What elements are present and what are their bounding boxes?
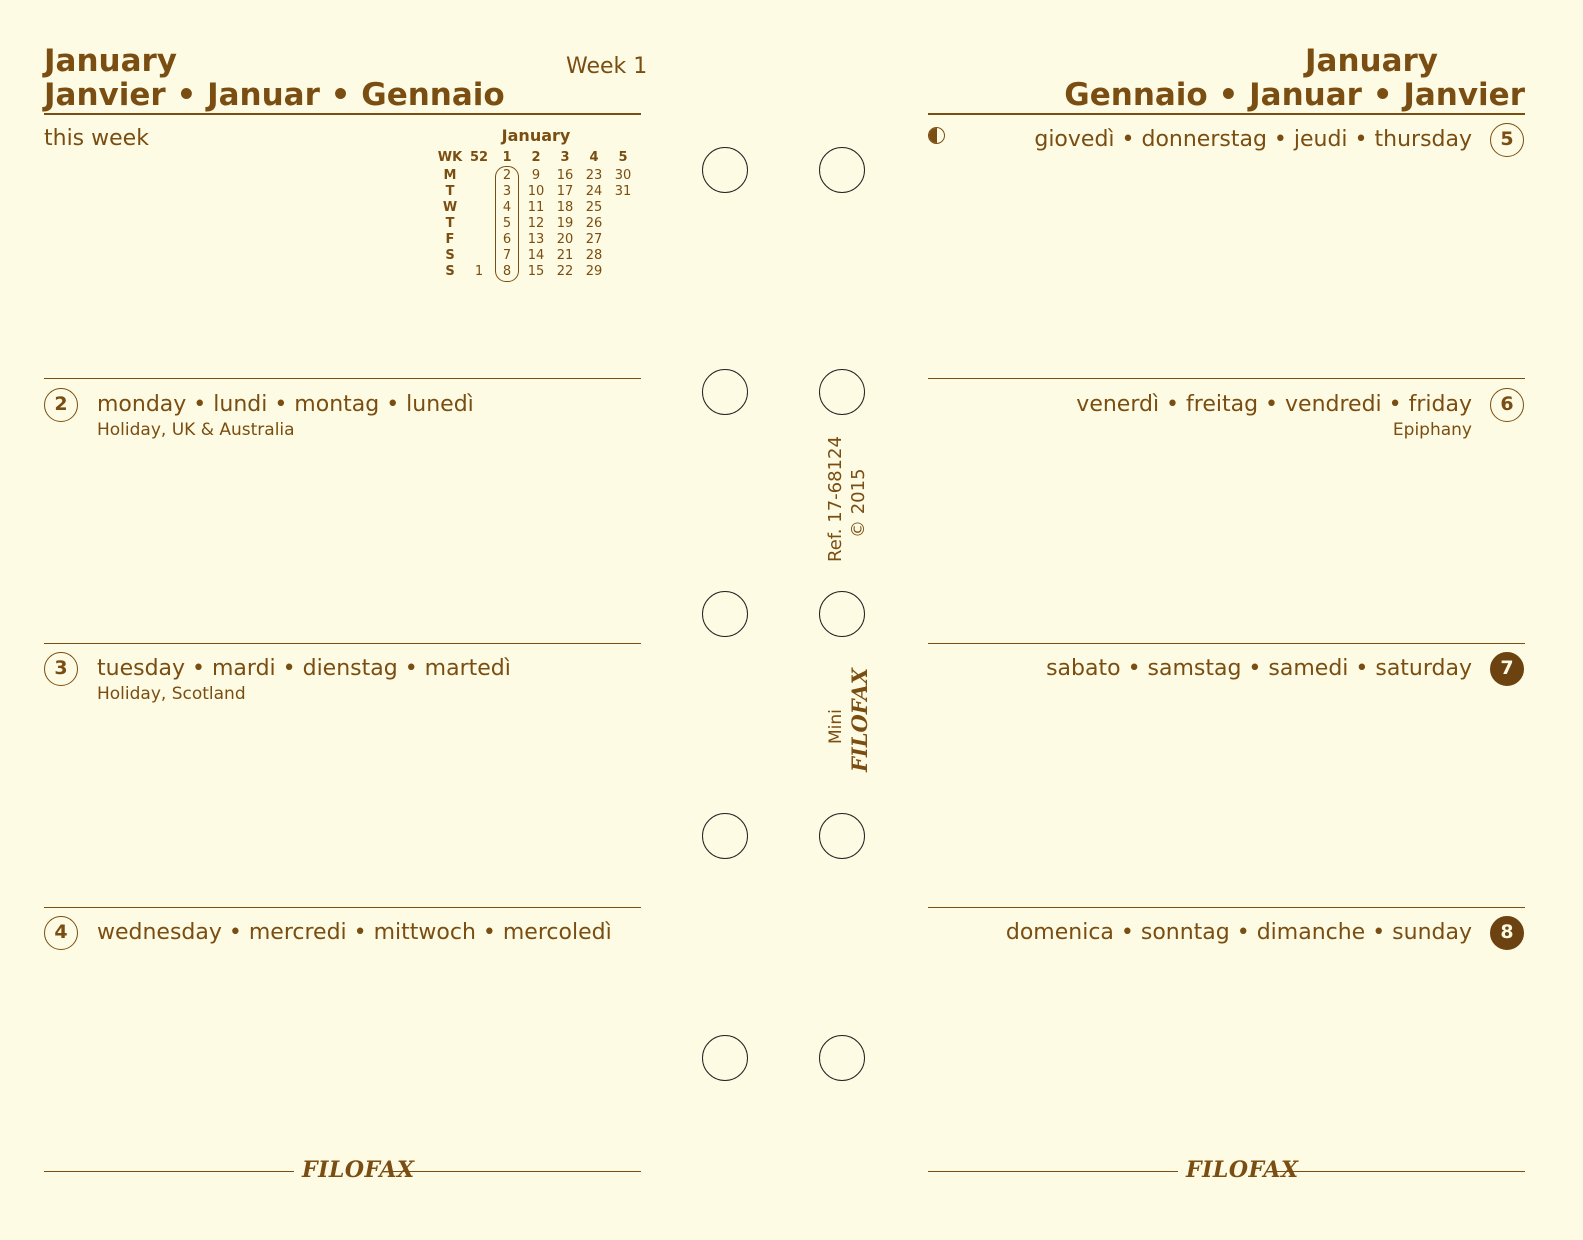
left-header-rule (44, 113, 641, 115)
filofax-logo: FILOFAX (1186, 1157, 1299, 1183)
left-divider-1 (44, 378, 641, 379)
mini-calendar-day-letter: M (443, 168, 457, 183)
mini-calendar-date: 8 (502, 264, 512, 279)
day-name-sunday: domenica • sonntag • dimanche • sunday (1005, 920, 1472, 945)
day-number-circle-filled: 7 (1490, 652, 1524, 686)
day-name-saturday: sabato • samstag • samedi • saturday (1046, 656, 1472, 681)
mini-calendar-day-letter: W (442, 200, 458, 215)
copyright: © 2015 (848, 468, 869, 538)
right-header-rule (928, 113, 1525, 115)
mini-calendar-date: 12 (527, 216, 545, 231)
right-divider-1 (928, 378, 1525, 379)
day-name-wednesday: wednesday • mercredi • mittwoch • mercoledì (97, 920, 612, 945)
day-name-tuesday: tuesday • mardi • dienstag • martedì (97, 656, 511, 681)
binder-hole (702, 147, 748, 193)
holiday-note: Holiday, Scotland (97, 684, 246, 704)
right-month-title: January (1304, 43, 1438, 79)
mini-calendar-day-letter: S (445, 264, 455, 279)
right-divider-2 (928, 643, 1525, 644)
binder-hole (819, 813, 865, 859)
day-number-circle: 2 (44, 388, 78, 422)
mini-calendar-week-number: 3 (560, 150, 570, 165)
this-week-label: this week (44, 126, 149, 151)
mini-calendar-week-number: 2 (531, 150, 541, 165)
mini-calendar-date: 16 (556, 168, 574, 183)
right-footer-rule-b (1276, 1171, 1525, 1172)
right-footer-rule-a (928, 1171, 1178, 1172)
mini-calendar-date: 3 (502, 184, 512, 199)
holiday-note: Holiday, UK & Australia (97, 420, 295, 440)
day-number-circle-filled: 8 (1490, 916, 1524, 950)
mini-calendar-date: 5 (502, 216, 512, 231)
day-number-circle: 4 (44, 916, 78, 950)
day-number-circle: 3 (44, 652, 78, 686)
left-month-subtitle: Janvier • Januar • Gennaio (44, 77, 505, 113)
left-divider-3 (44, 907, 641, 908)
day-number-circle: 6 (1490, 388, 1524, 422)
mini-calendar-date: 31 (614, 184, 632, 199)
mini-calendar-week-number: 52 (469, 150, 489, 165)
mini-calendar-date: 7 (502, 248, 512, 263)
half-moon-icon (928, 127, 945, 144)
binder-hole (702, 591, 748, 637)
mini-calendar-title: January (501, 126, 571, 145)
day-number-circle: 5 (1490, 123, 1524, 157)
mini-calendar-date: 17 (556, 184, 574, 199)
mini-calendar-date: 19 (556, 216, 574, 231)
mini-calendar-date: 20 (556, 232, 574, 247)
binder-hole (819, 147, 865, 193)
mini-calendar-date: 30 (614, 168, 632, 183)
left-footer-rule-b (392, 1171, 641, 1172)
mini-calendar-week-number: 1 (502, 150, 512, 165)
mini-calendar-date: 28 (585, 248, 603, 263)
ref-number: Ref. 17-68124 (825, 436, 846, 562)
week-label: Week 1 (566, 54, 648, 79)
mini-calendar-date: 2 (502, 168, 512, 183)
mini-calendar-day-letter: T (445, 184, 455, 199)
spine-filofax-logo: FILOFAX (847, 667, 872, 772)
mini-calendar-date: 27 (585, 232, 603, 247)
binder-hole (819, 1035, 865, 1081)
mini-calendar-day-letter: F (445, 232, 455, 247)
mini-calendar-date: 18 (556, 200, 574, 215)
mini-calendar-day-letter: S (445, 248, 455, 263)
day-name-friday: venerdì • freitag • vendredi • friday (1076, 392, 1472, 417)
mini-calendar-week-header: WK (437, 150, 463, 165)
mini-calendar-date: 26 (585, 216, 603, 231)
mini-calendar-date: 15 (527, 264, 545, 279)
size-label: Mini (826, 709, 846, 744)
mini-calendar-date: 6 (502, 232, 512, 247)
mini-calendar-date: 14 (527, 248, 545, 263)
mini-calendar-date: 1 (474, 264, 484, 279)
mini-calendar-date: 11 (527, 200, 545, 215)
left-divider-2 (44, 643, 641, 644)
mini-calendar-date: 21 (556, 248, 574, 263)
mini-calendar-date: 9 (531, 168, 541, 183)
binder-hole (819, 369, 865, 415)
day-name-monday: monday • lundi • montag • lunedì (97, 392, 474, 417)
binder-hole (702, 813, 748, 859)
left-month-title: January (44, 43, 178, 79)
day-name-thursday: giovedì • donnerstag • jeudi • thursday (1034, 127, 1472, 152)
holiday-note: Epiphany (1392, 420, 1472, 440)
mini-calendar (436, 126, 644, 286)
mini-calendar-date: 13 (527, 232, 545, 247)
mini-calendar-date: 4 (502, 200, 512, 215)
right-divider-3 (928, 907, 1525, 908)
mini-calendar-date: 29 (585, 264, 603, 279)
mini-calendar-date: 24 (585, 184, 603, 199)
mini-calendar-date: 23 (585, 168, 603, 183)
binder-hole (702, 369, 748, 415)
current-week-highlight (495, 166, 519, 282)
mini-calendar-date: 25 (585, 200, 603, 215)
left-footer-rule-a (44, 1171, 294, 1172)
binder-hole (819, 591, 865, 637)
mini-calendar-day-letter: T (445, 216, 455, 231)
mini-calendar-week-number: 4 (589, 150, 599, 165)
binder-hole (702, 1035, 748, 1081)
mini-calendar-date: 22 (556, 264, 574, 279)
filofax-logo: FILOFAX (302, 1157, 415, 1183)
right-month-subtitle: Gennaio • Januar • Janvier (1064, 77, 1525, 113)
mini-calendar-date: 10 (527, 184, 545, 199)
mini-calendar-week-number: 5 (618, 150, 628, 165)
